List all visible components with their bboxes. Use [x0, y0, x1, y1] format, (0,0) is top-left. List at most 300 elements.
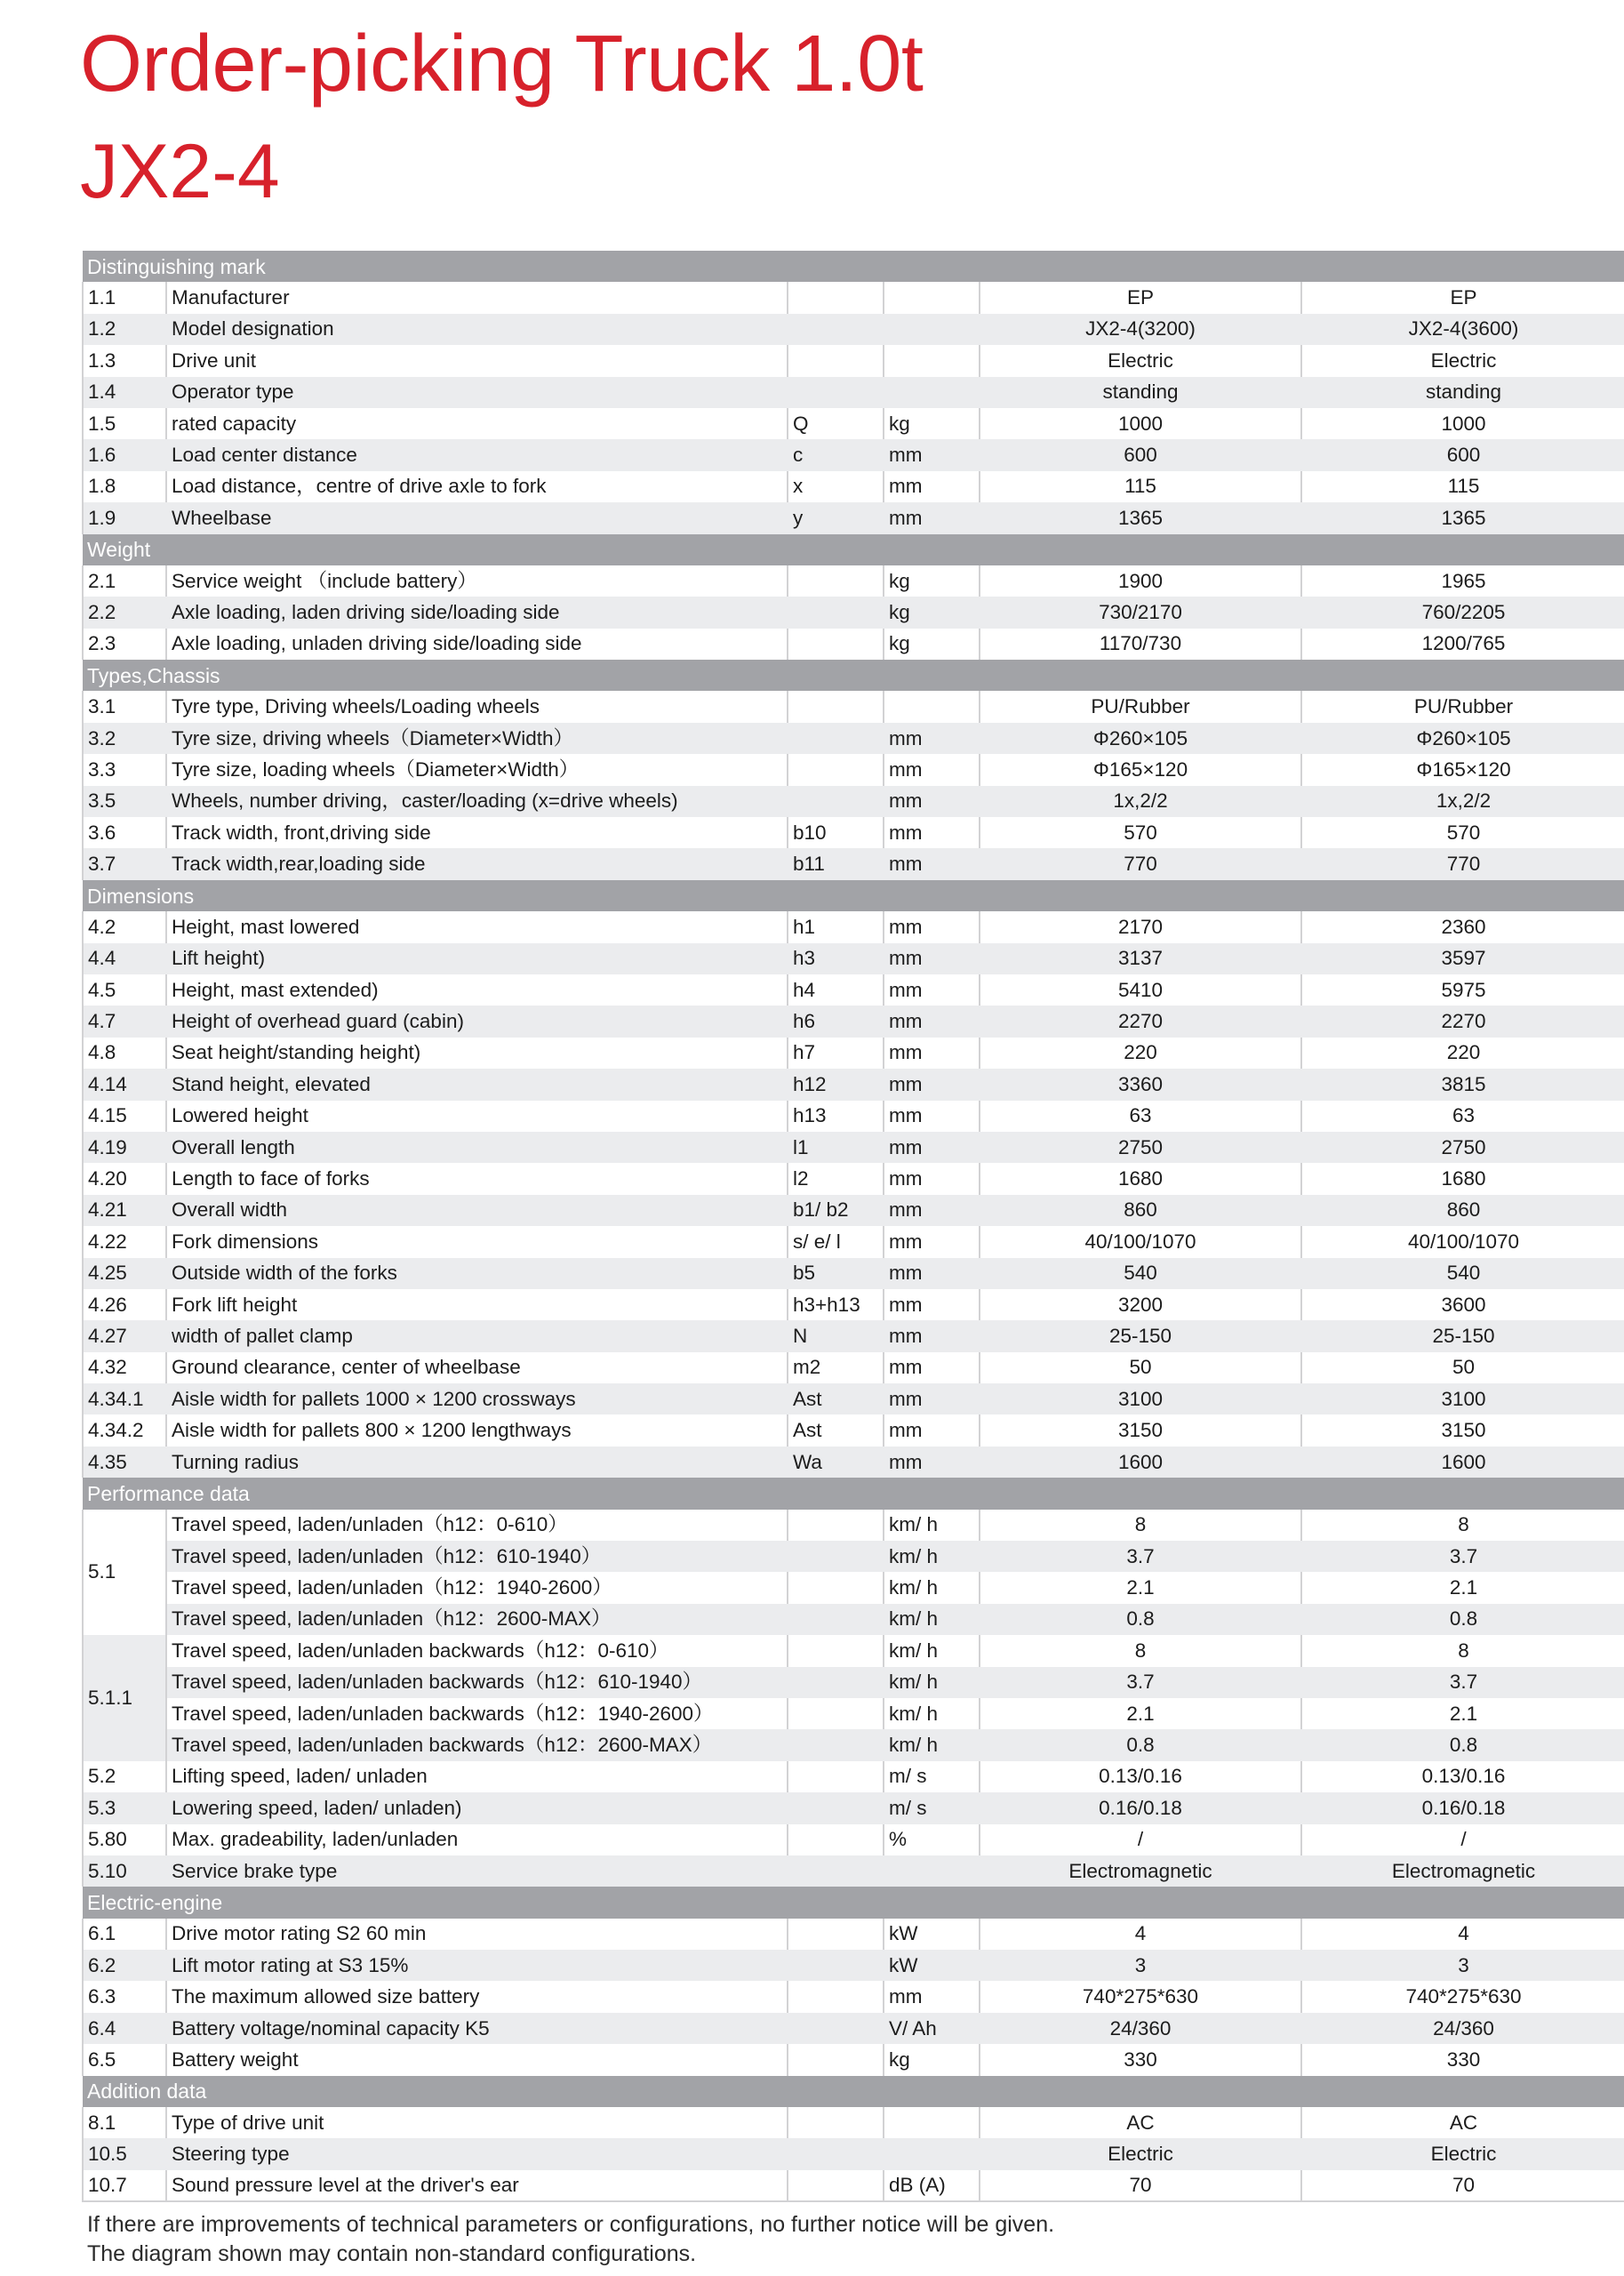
table-row	[83, 723, 1624, 754]
table-row	[83, 471, 1624, 502]
row-number: 4.21	[83, 1195, 166, 1226]
table-row	[83, 1320, 1624, 1351]
row-number: 4.34.1	[83, 1383, 166, 1414]
row-unit	[884, 1855, 980, 1887]
table-row	[83, 502, 1624, 533]
row-number: 2.2	[83, 597, 166, 628]
row-value-3200: 3137	[980, 943, 1301, 974]
row-unit	[884, 377, 980, 408]
row-symbol	[788, 345, 884, 376]
section-title: Addition data	[83, 2076, 1624, 2107]
row-description: Battery voltage/nominal capacity K5	[166, 2013, 788, 2044]
row-number: 10.5	[83, 2138, 166, 2169]
table-row	[83, 1761, 1624, 1792]
row-value-3200: Φ260×105	[980, 723, 1301, 754]
row-symbol: h7	[788, 1038, 884, 1069]
row-number: 4.22	[83, 1226, 166, 1257]
row-value-3600: 70	[1301, 2170, 1624, 2201]
row-symbol: Ast	[788, 1414, 884, 1446]
row-unit	[884, 282, 980, 313]
table-row	[83, 1383, 1624, 1414]
row-unit: kW	[884, 1950, 980, 1981]
row-number: 1.1	[83, 282, 166, 313]
row-unit: km/ h	[884, 1604, 980, 1635]
row-number: 3.1	[83, 691, 166, 722]
row-symbol	[788, 282, 884, 313]
row-number: 4.5	[83, 974, 166, 1006]
row-symbol: h1	[788, 911, 884, 942]
table-row	[83, 377, 1624, 408]
row-description: Fork dimensions	[166, 1226, 788, 1257]
row-unit: mm	[884, 943, 980, 974]
table-row	[83, 345, 1624, 376]
section-header	[83, 2076, 1624, 2107]
row-symbol	[788, 2107, 884, 2138]
table-row	[83, 1824, 1624, 1855]
row-value-3600: 1200/765	[1301, 629, 1624, 660]
row-symbol: Q	[788, 408, 884, 439]
row-number: 4.14	[83, 1069, 166, 1100]
row-description: Aisle width for pallets 1000 × 1200 crossways	[166, 1383, 788, 1414]
row-symbol	[788, 2044, 884, 2075]
row-symbol: l2	[788, 1163, 884, 1194]
row-value-3200: 2.1	[980, 1698, 1301, 1729]
table-row	[83, 282, 1624, 313]
row-number: 4.27	[83, 1320, 166, 1351]
row-unit: km/ h	[884, 1635, 980, 1666]
row-symbol: x	[788, 471, 884, 502]
section-header	[83, 880, 1624, 911]
footer-note-improvements: If there are improvements of technical parameters or configurations, no further notice will be given.	[87, 2212, 1055, 2237]
row-symbol	[788, 1855, 884, 1887]
row-symbol: h6	[788, 1006, 884, 1037]
row-description: Battery weight	[166, 2044, 788, 2075]
row-value-3600: standing	[1301, 377, 1624, 408]
row-value-3600: 1x,2/2	[1301, 786, 1624, 817]
row-description: Operator type	[166, 377, 788, 408]
row-number: 4.2	[83, 911, 166, 942]
row-number: 4.19	[83, 1132, 166, 1163]
table-row	[83, 565, 1624, 597]
row-description: Ground clearance, center of wheelbase	[166, 1352, 788, 1383]
table-row	[83, 974, 1624, 1006]
row-value-3600: 3.7	[1301, 1541, 1624, 1572]
row-value-3200: standing	[980, 377, 1301, 408]
row-value-3600: JX2-4(3600)	[1301, 314, 1624, 345]
row-symbol	[788, 723, 884, 754]
row-unit: kg	[884, 629, 980, 660]
row-value-3200: 540	[980, 1258, 1301, 1289]
table-row	[83, 1289, 1624, 1320]
row-number: 5.3	[83, 1792, 166, 1823]
table-row	[83, 1572, 1624, 1603]
row-description: Travel speed, laden/unladen（h12：0-610）	[166, 1510, 788, 1541]
row-symbol	[788, 786, 884, 817]
row-unit: mm	[884, 1320, 980, 1351]
row-value-3200: 330	[980, 2044, 1301, 2075]
row-value-3200: 1170/730	[980, 629, 1301, 660]
row-symbol	[788, 754, 884, 785]
row-unit: mm	[884, 471, 980, 502]
section-header	[83, 1478, 1624, 1509]
row-description: Steering type	[166, 2138, 788, 2169]
row-symbol: b1/ b2	[788, 1195, 884, 1226]
row-description: Lowered height	[166, 1101, 788, 1132]
section-title: Weight	[83, 534, 1624, 565]
row-number: 4.8	[83, 1038, 166, 1069]
row-value-3200: 63	[980, 1101, 1301, 1132]
row-unit: kW	[884, 1919, 980, 1950]
table-row	[83, 1069, 1624, 1100]
row-value-3200: 115	[980, 471, 1301, 502]
row-value-3200: 570	[980, 817, 1301, 848]
row-value-3600: 760/2205	[1301, 597, 1624, 628]
spec-table-body	[83, 251, 1624, 2201]
row-symbol	[788, 2138, 884, 2169]
table-row	[83, 1038, 1624, 1069]
row-unit: V/ Ah	[884, 2013, 980, 2044]
row-number: 6.5	[83, 2044, 166, 2075]
row-symbol	[788, 1792, 884, 1823]
row-value-3200: 1680	[980, 1163, 1301, 1194]
row-value-3200: JX2-4(3200)	[980, 314, 1301, 345]
row-unit: mm	[884, 1101, 980, 1132]
row-unit	[884, 2107, 980, 2138]
row-value-3600: 3815	[1301, 1069, 1624, 1100]
table-row	[83, 691, 1624, 722]
row-description: Overall width	[166, 1195, 788, 1226]
row-unit: km/ h	[884, 1667, 980, 1698]
row-unit: m/ s	[884, 1792, 980, 1823]
row-value-3600: 3600	[1301, 1289, 1624, 1320]
table-row	[83, 1541, 1624, 1572]
row-description: Service weight （include battery）	[166, 565, 788, 597]
row-number: 3.6	[83, 817, 166, 848]
row-value-3200: 1600	[980, 1447, 1301, 1478]
row-value-3200: AC	[980, 2107, 1301, 2138]
row-value-3200: 2270	[980, 1006, 1301, 1037]
row-value-3200: 3200	[980, 1289, 1301, 1320]
table-row	[83, 754, 1624, 785]
table-row	[83, 1447, 1624, 1478]
row-description: Seat height/standing height)	[166, 1038, 788, 1069]
row-unit: mm	[884, 723, 980, 754]
row-unit: kg	[884, 2044, 980, 2075]
row-value-3600: 330	[1301, 2044, 1624, 2075]
row-description: Load distance，centre of drive axle to fork	[166, 471, 788, 502]
table-row	[83, 817, 1624, 848]
row-number: 4.20	[83, 1163, 166, 1194]
row-symbol	[788, 565, 884, 597]
row-unit: mm	[884, 1414, 980, 1446]
row-number: 6.3	[83, 1981, 166, 2012]
row-symbol	[788, 1510, 884, 1541]
row-value-3600: Electric	[1301, 2138, 1624, 2169]
table-row	[83, 408, 1624, 439]
table-row	[83, 786, 1624, 817]
table-row	[83, 597, 1624, 628]
row-number: 3.7	[83, 848, 166, 879]
row-unit: km/ h	[884, 1510, 980, 1541]
row-symbol: Wa	[788, 1447, 884, 1478]
row-symbol	[788, 1919, 884, 1950]
row-number: 6.2	[83, 1950, 166, 1981]
row-value-3600: 5975	[1301, 974, 1624, 1006]
table-row	[83, 848, 1624, 879]
row-symbol: m2	[788, 1352, 884, 1383]
row-description: Drive unit	[166, 345, 788, 376]
section-header	[83, 1887, 1624, 1918]
row-unit: kg	[884, 565, 980, 597]
row-unit: mm	[884, 848, 980, 879]
row-value-3200: Electric	[980, 345, 1301, 376]
row-value-3200: 3100	[980, 1383, 1301, 1414]
row-number: 4.15	[83, 1101, 166, 1132]
row-unit: mm	[884, 1258, 980, 1289]
row-symbol: b11	[788, 848, 884, 879]
table-row	[83, 1195, 1624, 1226]
row-description: rated capacity	[166, 408, 788, 439]
row-symbol	[788, 1635, 884, 1666]
row-symbol: h13	[788, 1101, 884, 1132]
row-description: The maximum allowed size battery	[166, 1981, 788, 2012]
row-number: 5.80	[83, 1824, 166, 1855]
row-description: Load center distance	[166, 439, 788, 470]
row-description: Fork lift height	[166, 1289, 788, 1320]
row-unit: kg	[884, 408, 980, 439]
row-description: Tyre type, Driving wheels/Loading wheels	[166, 691, 788, 722]
row-unit	[884, 345, 980, 376]
row-description: Axle loading, laden driving side/loading side	[166, 597, 788, 628]
row-value-3200: 4	[980, 1919, 1301, 1950]
row-value-3600: 2.1	[1301, 1572, 1624, 1603]
page-title: Order-picking Truck 1.0t	[80, 20, 924, 108]
row-description: Max. gradeability, laden/unladen	[166, 1824, 788, 1855]
row-unit	[884, 2138, 980, 2169]
row-number: 1.2	[83, 314, 166, 345]
table-row	[83, 2044, 1624, 2075]
row-description: Sound pressure level at the driver's ear	[166, 2170, 788, 2201]
row-value-3200: 3360	[980, 1069, 1301, 1100]
row-symbol	[788, 2170, 884, 2201]
row-unit: mm	[884, 786, 980, 817]
row-description: Travel speed, laden/unladen backwards（h12：610-1940）	[166, 1667, 788, 1698]
row-description: Travel speed, laden/unladen（h12：2600-MAX）	[166, 1604, 788, 1635]
footer-note-diagram: The diagram shown may contain non-standard configurations.	[87, 2241, 697, 2266]
table-row	[83, 1729, 1624, 1760]
row-number: 1.8	[83, 471, 166, 502]
row-description: Tyre size, loading wheels（Diameter×Width）	[166, 754, 788, 785]
row-number: 1.6	[83, 439, 166, 470]
row-value-3600: 25-150	[1301, 1320, 1624, 1351]
row-value-3600: AC	[1301, 2107, 1624, 2138]
row-description: Travel speed, laden/unladen backwards（h12：1940-2600）	[166, 1698, 788, 1729]
table-row	[83, 1006, 1624, 1037]
row-value-3600: 8	[1301, 1635, 1624, 1666]
section-header	[83, 534, 1624, 565]
row-value-3600: 540	[1301, 1258, 1624, 1289]
row-symbol	[788, 629, 884, 660]
row-number: 4.34.2	[83, 1414, 166, 1446]
model-title: JX2-4	[80, 129, 280, 214]
row-symbol: Ast	[788, 1383, 884, 1414]
row-unit: mm	[884, 974, 980, 1006]
row-value-3200: PU/Rubber	[980, 691, 1301, 722]
row-value-3600: 0.8	[1301, 1604, 1624, 1635]
table-row	[83, 911, 1624, 942]
row-value-3200: 25-150	[980, 1320, 1301, 1351]
row-value-3200: 2170	[980, 911, 1301, 942]
row-unit: mm	[884, 817, 980, 848]
row-number: 1.5	[83, 408, 166, 439]
section-title: Types,Chassis	[83, 660, 1624, 691]
row-description: Lift motor rating at S3 15%	[166, 1950, 788, 1981]
row-description: Turning radius	[166, 1447, 788, 1478]
row-value-3200: 24/360	[980, 2013, 1301, 2044]
table-row	[83, 1667, 1624, 1698]
row-value-3200: 0.16/0.18	[980, 1792, 1301, 1823]
row-value-3200: 1000	[980, 408, 1301, 439]
row-value-3600: 8	[1301, 1510, 1624, 1541]
row-symbol	[788, 1572, 884, 1603]
row-symbol	[788, 691, 884, 722]
section-title: Dimensions	[83, 880, 1624, 911]
row-number: 4.32	[83, 1352, 166, 1383]
table-row	[83, 1258, 1624, 1289]
section-title: Performance data	[83, 1478, 1624, 1509]
row-symbol	[788, 1950, 884, 1981]
row-symbol	[788, 1541, 884, 1572]
row-value-3200: Electric	[980, 2138, 1301, 2169]
row-value-3200: 1365	[980, 502, 1301, 533]
row-number: 6.1	[83, 1919, 166, 1950]
row-value-3600: 3100	[1301, 1383, 1624, 1414]
row-value-3200: Electromagnetic	[980, 1855, 1301, 1887]
row-value-3200: 740*275*630	[980, 1981, 1301, 2012]
row-value-3600: /	[1301, 1824, 1624, 1855]
table-row	[83, 1604, 1624, 1635]
row-value-3200: 2750	[980, 1132, 1301, 1163]
row-value-3600: Φ260×105	[1301, 723, 1624, 754]
row-value-3200: 3.7	[980, 1541, 1301, 1572]
row-value-3200: 8	[980, 1510, 1301, 1541]
row-value-3600: 2270	[1301, 1006, 1624, 1037]
row-symbol	[788, 597, 884, 628]
row-unit: mm	[884, 911, 980, 942]
row-unit: %	[884, 1824, 980, 1855]
row-description: width of pallet clamp	[166, 1320, 788, 1351]
row-number: 8.1	[83, 2107, 166, 2138]
row-symbol	[788, 1698, 884, 1729]
row-description: Manufacturer	[166, 282, 788, 313]
row-group-number: 5.1	[83, 1510, 166, 1636]
row-description: Drive motor rating S2 60 min	[166, 1919, 788, 1950]
table-row	[83, 1950, 1624, 1981]
row-value-3200: 0.13/0.16	[980, 1761, 1301, 1792]
row-unit: dB (A)	[884, 2170, 980, 2201]
table-row	[83, 2170, 1624, 2201]
row-value-3200: 70	[980, 2170, 1301, 2201]
row-value-3600: EP	[1301, 282, 1624, 313]
row-description: Outside width of the forks	[166, 1258, 788, 1289]
row-description: Travel speed, laden/unladen backwards（h12：2600-MAX）	[166, 1729, 788, 1760]
row-number: 5.2	[83, 1761, 166, 1792]
table-row	[83, 2138, 1624, 2169]
row-value-3600: Φ165×120	[1301, 754, 1624, 785]
row-unit: mm	[884, 1069, 980, 1100]
row-symbol	[788, 1981, 884, 2012]
row-unit: mm	[884, 1132, 980, 1163]
row-symbol	[788, 314, 884, 345]
row-symbol	[788, 1667, 884, 1698]
row-description: Stand height, elevated	[166, 1069, 788, 1100]
row-value-3600: 0.8	[1301, 1729, 1624, 1760]
row-value-3200: 730/2170	[980, 597, 1301, 628]
row-number: 4.26	[83, 1289, 166, 1320]
row-number: 3.3	[83, 754, 166, 785]
table-row	[83, 1352, 1624, 1383]
row-unit: mm	[884, 754, 980, 785]
row-number: 4.35	[83, 1447, 166, 1478]
row-value-3600: 1680	[1301, 1163, 1624, 1194]
table-row	[83, 1414, 1624, 1446]
row-unit: mm	[884, 439, 980, 470]
row-value-3600: 0.16/0.18	[1301, 1792, 1624, 1823]
row-description: Wheelbase	[166, 502, 788, 533]
row-unit: km/ h	[884, 1698, 980, 1729]
row-symbol: b5	[788, 1258, 884, 1289]
row-value-3600: 63	[1301, 1101, 1624, 1132]
row-value-3600: 40/100/1070	[1301, 1226, 1624, 1257]
row-value-3200: /	[980, 1824, 1301, 1855]
row-description: Type of drive unit	[166, 2107, 788, 2138]
row-unit: mm	[884, 1383, 980, 1414]
row-number: 1.4	[83, 377, 166, 408]
row-value-3200: 770	[980, 848, 1301, 879]
row-value-3200: 860	[980, 1195, 1301, 1226]
row-symbol: b10	[788, 817, 884, 848]
row-unit: kg	[884, 597, 980, 628]
section-header	[83, 251, 1624, 282]
row-description: Height of overhead guard (cabin)	[166, 1006, 788, 1037]
row-symbol: h12	[788, 1069, 884, 1100]
row-description: Aisle width for pallets 800 × 1200 lengthways	[166, 1414, 788, 1446]
row-description: Lift height)	[166, 943, 788, 974]
row-value-3600: 3.7	[1301, 1667, 1624, 1698]
row-description: Service brake type	[166, 1855, 788, 1887]
row-value-3600: 24/360	[1301, 2013, 1624, 2044]
row-symbol: h4	[788, 974, 884, 1006]
row-description: Track width, front,driving side	[166, 817, 788, 848]
row-number: 4.4	[83, 943, 166, 974]
row-value-3600: 50	[1301, 1352, 1624, 1383]
table-row	[83, 1635, 1624, 1666]
table-row	[83, 1226, 1624, 1257]
row-value-3600: 860	[1301, 1195, 1624, 1226]
row-value-3200: EP	[980, 282, 1301, 313]
row-value-3600: 4	[1301, 1919, 1624, 1950]
row-symbol: y	[788, 502, 884, 533]
row-value-3600: PU/Rubber	[1301, 691, 1624, 722]
row-number: 2.1	[83, 565, 166, 597]
row-value-3600: 1600	[1301, 1447, 1624, 1478]
row-unit: mm	[884, 1352, 980, 1383]
row-unit: mm	[884, 1195, 980, 1226]
row-number: 6.4	[83, 2013, 166, 2044]
row-symbol	[788, 377, 884, 408]
row-description: Overall length	[166, 1132, 788, 1163]
row-value-3600: 3597	[1301, 943, 1624, 974]
